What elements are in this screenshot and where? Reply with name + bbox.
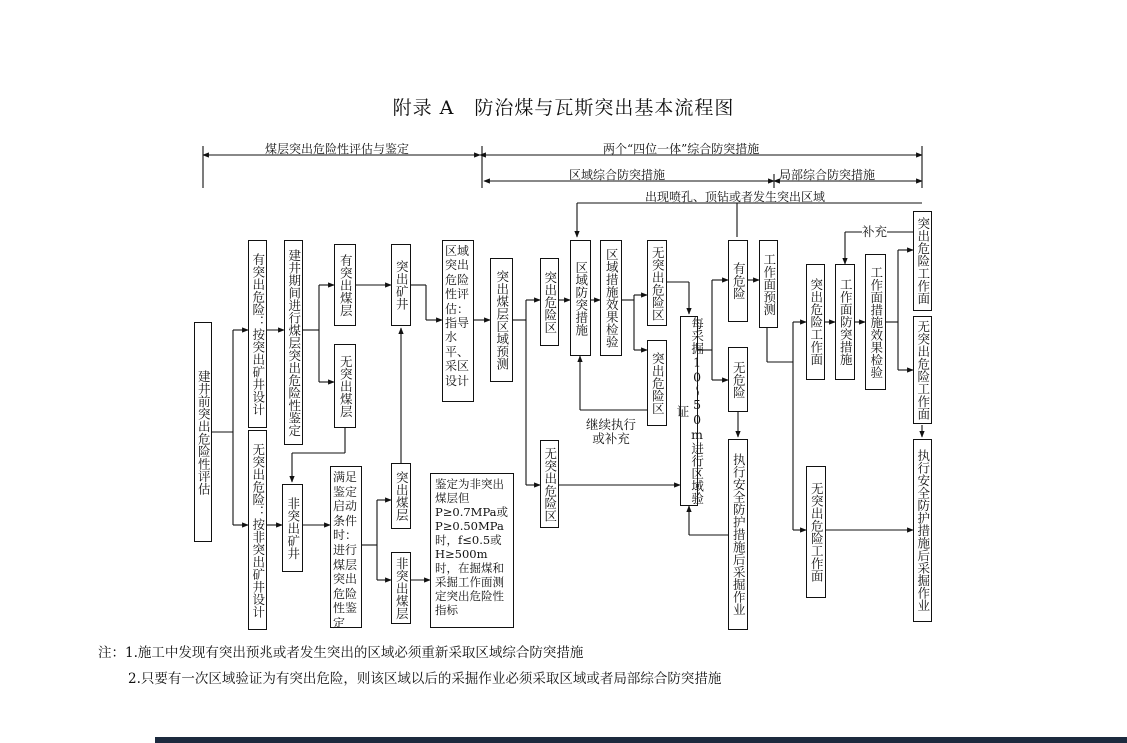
box-regional-assessment: 区域突出危险性评估：指导水平、采区设计 — [442, 240, 474, 402]
box-prebuild-assessment: 建井前突出危险性评估 — [194, 322, 212, 542]
label-supplement: 补充 — [862, 224, 888, 239]
box-face-measures: 工作面防突措施 — [835, 264, 855, 380]
box-outburst-area: 突出危险区 — [540, 258, 559, 346]
header-outburst-area: 出现喷孔、顶钻或者发生突出区域 — [645, 190, 826, 204]
box-checked-no-outburst-area: 无突出危险区 — [647, 240, 667, 326]
box-not-dangerous: 无危险 — [728, 347, 748, 412]
box-outburst-seam: 突出煤层 — [391, 463, 411, 529]
box-regional-effect-check: 区域措施效果检验 — [600, 240, 622, 356]
box-no-outburst-face: 无突出危险工作面 — [806, 466, 826, 598]
box-regional-prediction: 突出煤层区域预测 — [490, 258, 513, 382]
header-assessment: 煤层突出危险性评估与鉴定 — [265, 142, 410, 156]
box-face-effect-check: 工作面措施效果检验 — [865, 254, 886, 390]
box-identification-trigger: 满足鉴定启动条件时：进行煤层突出危险性鉴定 — [330, 466, 362, 628]
box-regional-verification: 每采掘10～50m进行区域验证 — [675, 317, 705, 505]
box-checked-no-outburst-face: 无突出危险工作面 — [913, 316, 932, 424]
box-checked-outburst-area: 突出危险区 — [647, 340, 667, 426]
header-regional: 区域综合防突措施 — [569, 168, 666, 182]
box-checked-outburst-face: 突出危险工作面 — [913, 211, 932, 311]
box-local-safe-mining: 执行安全防护措施后采掘作业 — [913, 439, 932, 622]
box-outburst-mine: 突出矿井 — [391, 244, 411, 326]
box-regional-measures: 区域防突措施 — [570, 240, 591, 356]
note-2: 2.只要有一次区域验证为有突出危险，则该区域以后的采掘作业必须采取区域或者局部综合防突措施 — [128, 671, 722, 687]
box-face-prediction: 工作面预测 — [759, 240, 778, 328]
bottom-scrollbar-strip — [155, 737, 1127, 743]
box-outburst-face: 突出危险工作面 — [806, 264, 825, 380]
box-non-outburst-seam: 非突出煤层 — [391, 552, 411, 624]
header-local: 局部综合防突措施 — [779, 168, 876, 182]
label-continue-or-supplement: 继续执行 或补充 — [586, 417, 637, 446]
page-title: 附录 A 防治煤与瓦斯突出基本流程图 — [392, 97, 735, 119]
note-1: 注：1.施工中发现有突出预兆或者发生突出的区域必须重新采取区域综合防突措施 — [98, 645, 584, 661]
box-regional-safe-mining: 执行安全防护措施后采掘作业 — [728, 439, 748, 630]
box-construction-identification: 建井期间进行煤层突出危险性鉴定 — [284, 240, 303, 445]
header-measures: 两个“四位一体”综合防突措施 — [603, 142, 760, 156]
box-no-outburst-area: 无突出危险区 — [540, 440, 559, 528]
box-non-outburst-condition: 鉴定为非突出煤层但P≥0.7MPa或P≥0.50MPa时，f≤0.5或H≥500m时，在掘煤和采掘工作面测定突出危险性指标 — [430, 473, 514, 628]
box-dangerous: 有危险 — [728, 240, 748, 322]
box-no-outburst-seam: 无突出煤层 — [334, 344, 356, 428]
box-outburst-design: 有突出危险：按突出矿井设计 — [248, 240, 267, 428]
box-has-outburst-seam: 有突出煤层 — [334, 244, 356, 326]
box-non-outburst-mine: 非突出矿井 — [282, 484, 303, 572]
box-non-outburst-design: 无突出危险：按非突出矿井设计 — [248, 430, 267, 630]
